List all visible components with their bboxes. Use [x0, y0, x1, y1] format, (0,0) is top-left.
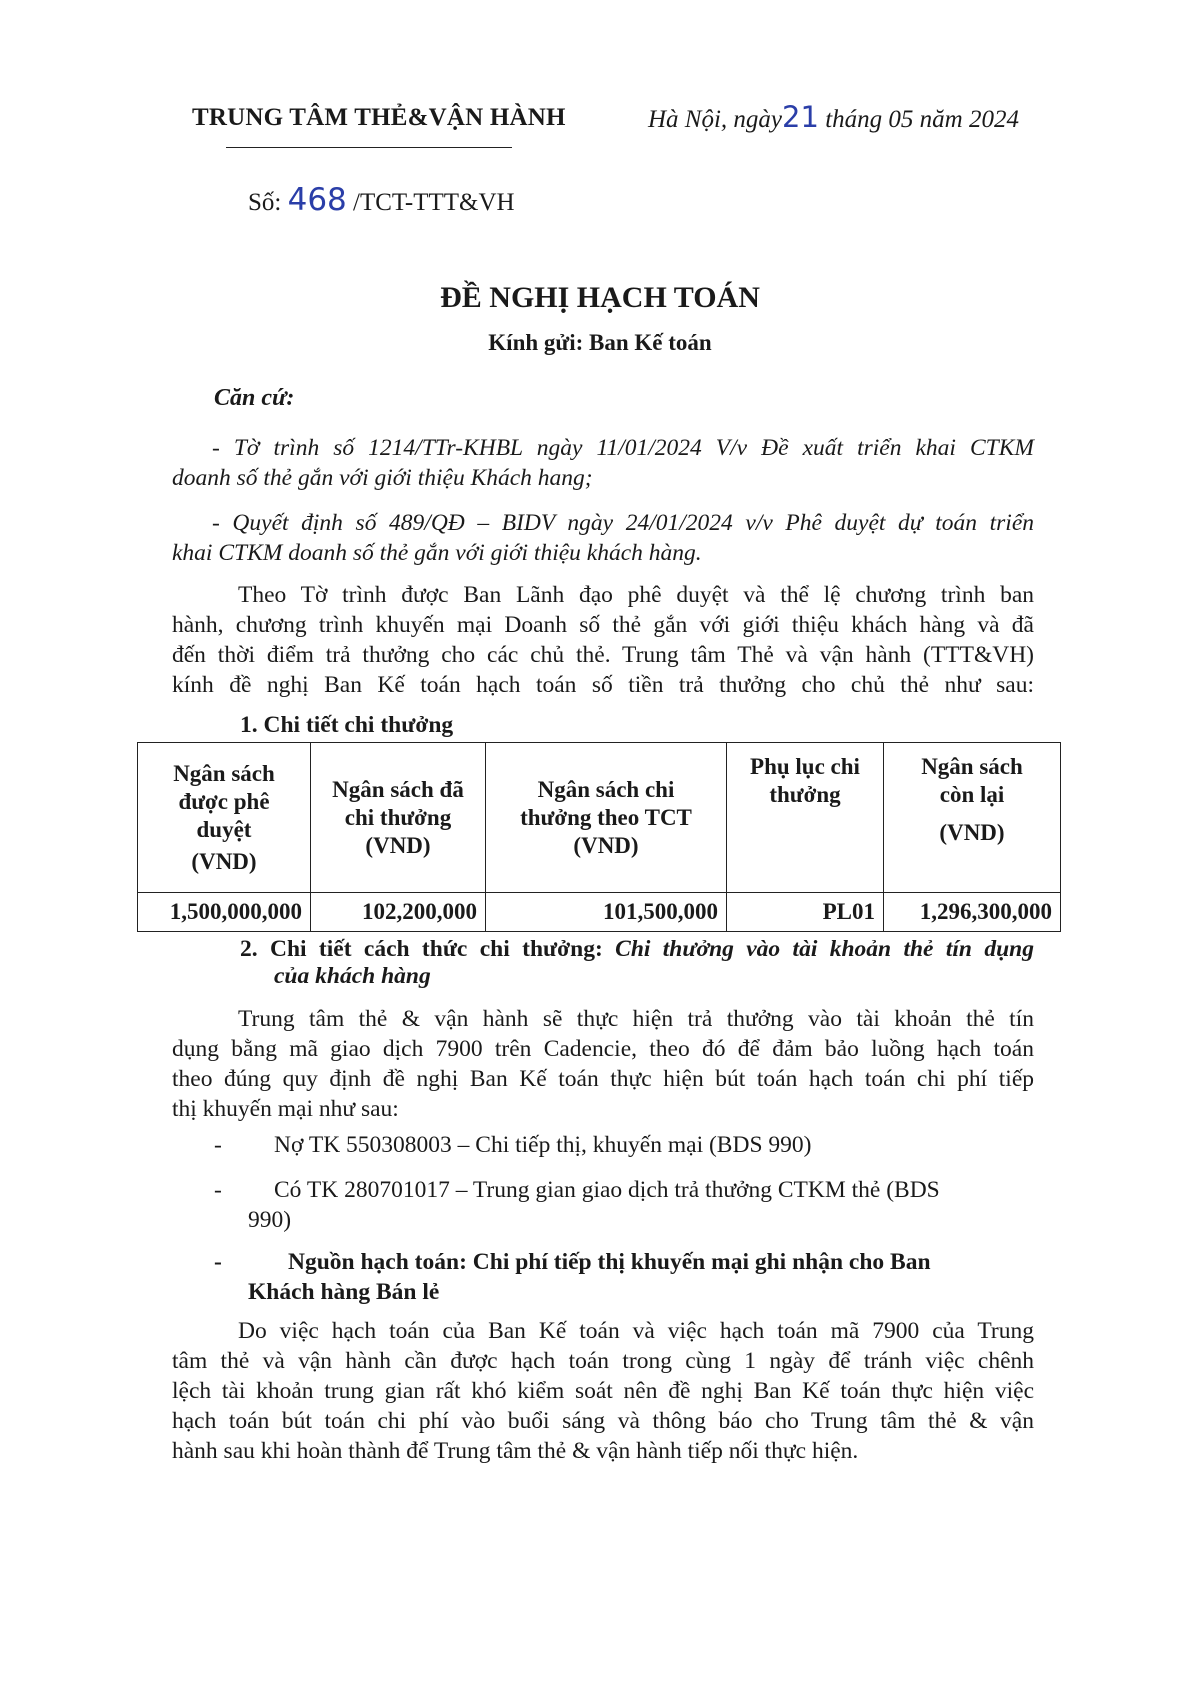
method-line: thị khuyến mại như sau: — [172, 1096, 399, 1122]
organization-name: TRUNG TÂM THẺ&VẬN HÀNH — [192, 104, 566, 131]
recipient: Kính gửi: Ban Kế toán — [488, 330, 712, 355]
accounting-source-line2: Khách hàng Bán lẻ — [248, 1279, 440, 1305]
date-day-handwritten: 21 — [782, 100, 819, 134]
header-text: Ngân sách đã — [332, 776, 464, 802]
header-text: Ngân sách — [173, 760, 275, 786]
basis-item-2-line1: - Quyết định số 489/QĐ – BIDV ngày 24/01/2024 v/v Phê duyệt dự toán triển — [212, 510, 1034, 536]
cell-spent-budget: 102,200,000 — [311, 893, 486, 932]
method-paragraph — [172, 1004, 1034, 1124]
organization-underline — [226, 147, 512, 148]
basis-item-1 — [172, 433, 1034, 493]
header-spent-budget — [311, 743, 486, 893]
accounting-source-line1: Nguồn hạch toán: Chi phí tiếp thị khuyến mại ghi nhận cho Ban — [288, 1249, 931, 1275]
closing-line: hành sau khi hoàn thành để Trung tâm thẻ & vận hành tiếp nối thực hiện. — [172, 1438, 859, 1464]
credit-entry — [214, 1175, 1034, 1235]
closing-paragraph — [172, 1316, 1034, 1466]
method-line: theo đúng quy định đề nghị Ban Kế toán thực hiện bút toán hạch toán chi phí tiếp — [172, 1066, 1034, 1092]
section-1-heading: 1. Chi tiết chi thưởng — [240, 712, 454, 738]
basis-item-1-line1: - Tờ trình số 1214/TTr-KHBL ngày 11/01/2024 V/v Đề xuất triển khai CTKM — [212, 435, 1034, 461]
date-suffix: tháng 05 năm 2024 — [818, 106, 1019, 133]
basis-heading: Căn cứ: — [214, 385, 295, 411]
header-text: duyệt — [196, 816, 252, 842]
reward-budget-table — [137, 742, 1061, 932]
cell-approved-budget: 1,500,000,000 — [138, 893, 311, 932]
intro-line: hành, chương trình khuyến mại Doanh số thẻ gắn với giới thiệu khách hàng và đã — [172, 612, 1034, 638]
cell-appendix: PL01 — [727, 893, 884, 932]
doc-number-label: Số: — [248, 189, 288, 216]
intro-line: kính đề nghị Ban Kế toán hạch toán số tiền trả thưởng cho chủ thẻ như sau: — [172, 672, 1034, 698]
header-text: còn lại — [939, 782, 1005, 807]
table-row — [138, 893, 1061, 932]
basis-item-2 — [172, 508, 1034, 568]
header-text: Phụ lục chi — [750, 754, 860, 779]
header-text: chi thưởng — [344, 804, 452, 830]
accounting-source — [214, 1247, 1034, 1307]
debit-entry — [214, 1132, 811, 1159]
header-approved-budget — [138, 743, 311, 893]
intro-line: đến thời điểm trả thưởng cho các chủ thẻ. Trung tâm Thẻ và vận hành (TTT&VH) — [172, 642, 1034, 668]
header-text: (VND) — [939, 820, 1005, 845]
credit-entry-line2: 990) — [248, 1207, 292, 1233]
intro-line: Theo Tờ trình được Ban Lãnh đạo phê duyệt và thể lệ chương trình ban — [238, 582, 1034, 608]
section-2-heading — [240, 936, 1034, 990]
bullet: - — [214, 1249, 222, 1275]
header-text: thưởng — [769, 782, 841, 807]
doc-number-suffix: /TCT-TTT&VH — [346, 189, 515, 216]
intro-paragraph — [172, 580, 1034, 700]
header-text: Ngân sách — [921, 754, 1023, 779]
closing-line: hạch toán bút toán chi phí vào buổi sáng và thông báo cho Trung tâm thẻ & vận — [172, 1408, 1034, 1434]
header-text: (VND) — [365, 832, 431, 858]
section-2-method: Chi thưởng vào tài khoản thẻ tín dụng — [615, 936, 1034, 962]
closing-line: lệch tài khoản trung gian rất khó kiểm soát nên đề nghị Ban Kế toán thực hiện việc — [172, 1378, 1034, 1404]
header-text: (VND) — [191, 848, 257, 874]
basis-item-1-line2: doanh số thẻ gắn với giới thiệu Khách hang; — [172, 465, 593, 491]
section-2-method-cont: của khách hàng — [274, 963, 431, 989]
section-2-title: 2. Chi tiết cách thức chi thưởng: — [240, 936, 616, 962]
header-appendix — [727, 743, 884, 893]
document-number — [248, 182, 515, 218]
bullet: - — [214, 1132, 222, 1158]
credit-entry-line1: Có TK 280701017 – Trung gian giao dịch trả thưởng CTKM thẻ (BDS — [274, 1177, 940, 1203]
closing-line: tâm thẻ và vận hành cần được hạch toán trong cùng 1 ngày để tránh việc chênh — [172, 1348, 1034, 1374]
cell-remaining-budget: 1,296,300,000 — [884, 893, 1061, 932]
closing-line: Do việc hạch toán của Ban Kế toán và việc hạch toán mã 7900 của Trung — [238, 1318, 1034, 1344]
method-line: dụng bằng mã giao dịch 7900 trên Cadencie, theo đó để đảm bảo luồng hạch toán — [172, 1036, 1034, 1062]
table-header-row — [138, 743, 1061, 893]
method-line: Trung tâm thẻ & vận hành sẽ thực hiện trả thưởng vào tài khoản thẻ tín — [238, 1006, 1034, 1032]
header-text: Ngân sách chi — [537, 776, 675, 802]
header-text: thưởng theo TCT — [520, 804, 692, 830]
header-remaining-budget — [884, 743, 1061, 893]
doc-number-handwritten: 468 — [287, 182, 347, 218]
bullet: - — [214, 1177, 222, 1203]
basis-item-2-line2: khai CTKM doanh số thẻ gắn với giới thiệu khách hàng. — [172, 540, 702, 566]
header-tct-budget — [486, 743, 727, 893]
header-text: (VND) — [573, 832, 639, 858]
page-title: ĐỀ NGHỊ HẠCH TOÁN — [440, 281, 760, 314]
header-text: được phê — [178, 788, 270, 814]
cell-tct-budget: 101,500,000 — [486, 893, 727, 932]
issue-date — [648, 100, 1019, 134]
debit-entry-text: Nợ TK 550308003 – Chi tiếp thị, khuyến mại (BDS 990) — [274, 1132, 812, 1158]
date-prefix: Hà Nội, ngày — [648, 106, 783, 133]
